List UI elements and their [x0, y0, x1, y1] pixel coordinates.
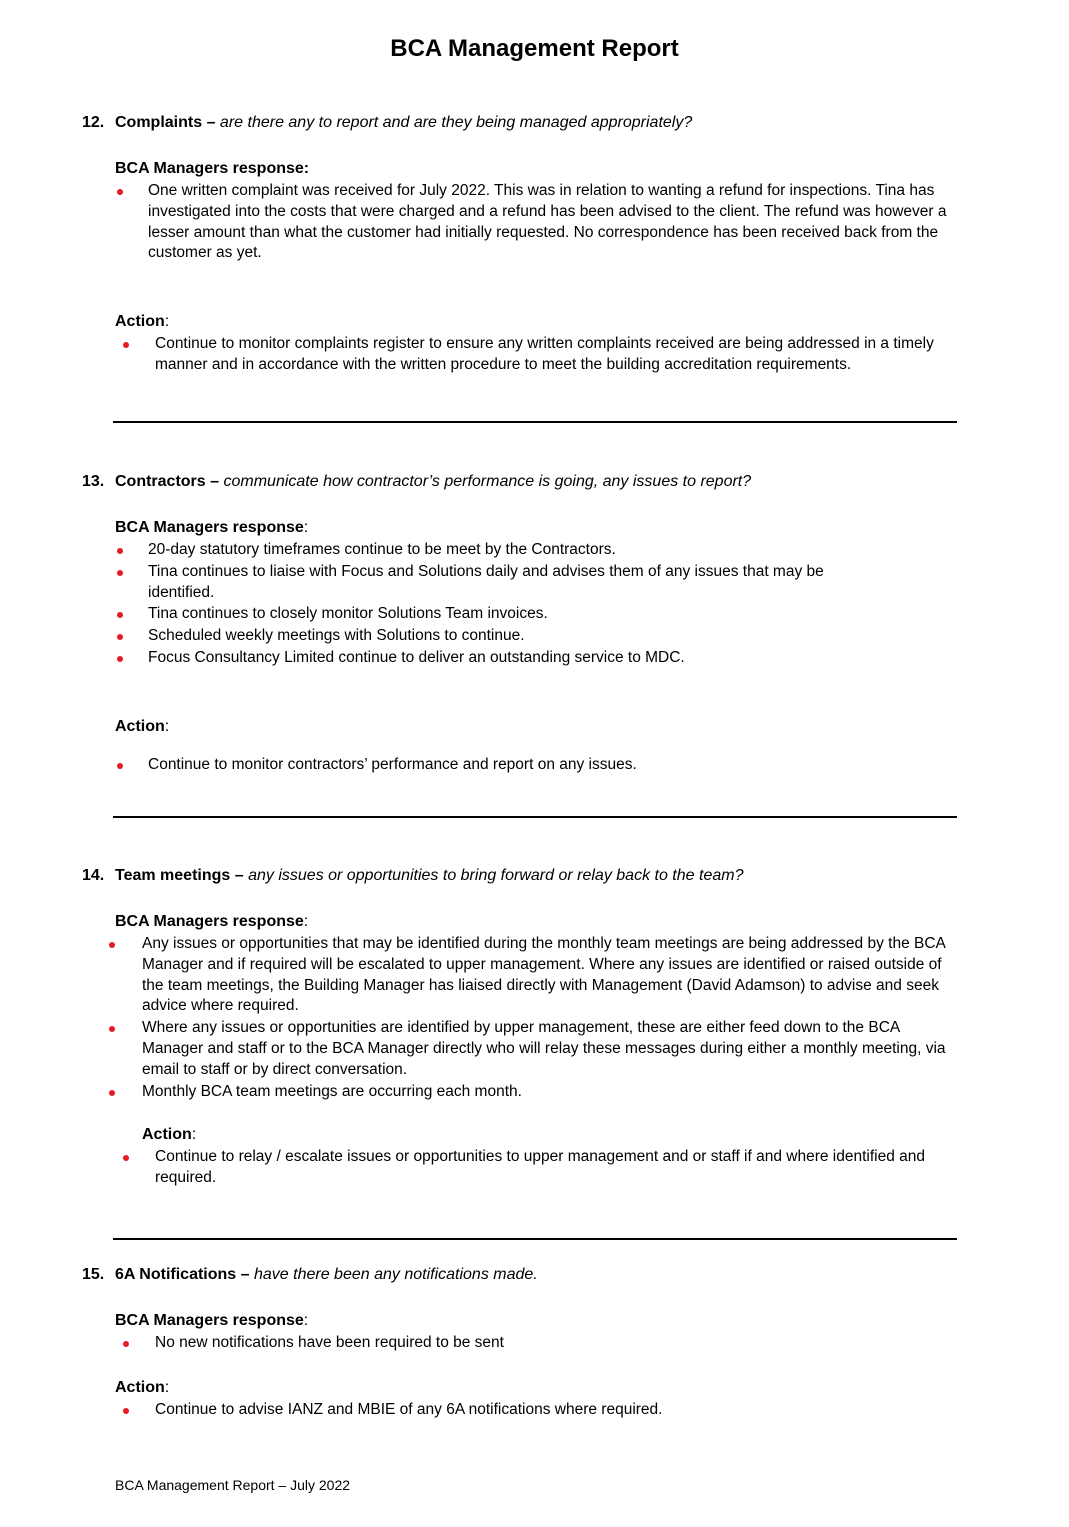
list-item: Continue to advise IANZ and MBIE of any 6A notifications where required. — [155, 1400, 945, 1421]
action-list — [155, 1400, 945, 1422]
list-item: Any issues or opportunities that may be identified during the monthly team meetings are being addressed by the BCA Manager and if required will be escalated to upper management. Where any issues are identified or raised outside of the team meetings, the Building Manager has liaised directly with Management (David Adamson) to advise and seek advice where required. — [142, 934, 954, 1017]
section-question: are there any to report and are they being managed appropriately? — [219, 114, 693, 131]
list-item: Scheduled weekly meetings with Solutions to continue. — [148, 626, 888, 647]
bullet-icon — [117, 570, 123, 576]
action-label: Action: — [115, 1379, 170, 1396]
action-list — [155, 334, 955, 377]
section-question: have there been any notifications made. — [254, 1266, 538, 1283]
section-title: 6A Notifications – — [115, 1266, 250, 1283]
list-item: Monthly BCA team meetings are occurring each month. — [142, 1082, 954, 1103]
list-item: Continue to relay / escalate issues or opportunities to upper management and or staff if and where identified and required. — [155, 1147, 957, 1189]
bullet-icon — [109, 942, 115, 948]
section-question: any issues or opportunities to bring forward or relay back to the team? — [248, 867, 744, 884]
action-list — [148, 755, 948, 777]
response-label: BCA Managers response: — [115, 913, 309, 930]
list-item: One written complaint was received for July 2022. This was in relation to wanting a refund for inspections. Tina has investigated into the costs that were charged and a refund has been advised to the client. The refund was however a lesser amount than what the customer had initially requested. No correspondence has been received back from the customer as yet. — [148, 181, 958, 264]
action-label: Action: — [142, 1126, 197, 1143]
section-number: 14. — [82, 867, 105, 884]
section-number: 15. — [82, 1266, 105, 1283]
bullet-icon — [117, 656, 123, 662]
section-title: Contractors – — [115, 473, 220, 490]
bullet-icon — [109, 1026, 115, 1032]
bullet-icon — [123, 1341, 129, 1347]
list-item: Continue to monitor complaints register to ensure any written complaints received are being addressed in a timely manner and in accordance with the written procedure to meet the building accreditation requirements. — [155, 334, 955, 376]
section-heading — [82, 113, 692, 133]
list-item: Where any issues or opportunities are identified by upper management, these are either feed down to the BCA Manager and staff or to the BCA Manager directly who will relay these messages during either a monthly meeting, via email to staff or by direct conversation. — [142, 1018, 954, 1080]
bullet-icon — [117, 634, 123, 640]
page-footer: BCA Management Report – July 2022 — [115, 1477, 351, 1493]
bullet-icon — [123, 1408, 129, 1414]
response-label: BCA Managers response: — [115, 160, 310, 177]
action-label: Action: — [115, 718, 170, 735]
list-item: 20-day statutory timeframes continue to be meet by the Contractors. — [148, 540, 888, 561]
section-heading — [82, 1265, 538, 1285]
section-divider — [113, 1238, 957, 1240]
bullet-icon — [109, 1090, 115, 1096]
section-title: Team meetings – — [115, 867, 244, 884]
section-number: 13. — [82, 473, 105, 490]
section-divider — [113, 816, 957, 818]
section-question: communicate how contractor’s performance is going, any issues to report? — [223, 473, 752, 490]
bullet-icon — [117, 189, 123, 195]
response-label: BCA Managers response: — [115, 1312, 309, 1329]
list-item: Tina continues to closely monitor Solutions Team invoices. — [148, 604, 888, 625]
list-item: No new notifications have been required to be sent — [155, 1333, 945, 1354]
bullet-icon — [123, 342, 129, 348]
response-list — [148, 540, 888, 670]
bullet-icon — [123, 1155, 129, 1161]
section-title: Complaints – — [115, 114, 216, 131]
bullet-icon — [117, 763, 123, 769]
list-item: Continue to monitor contractors’ performance and report on any issues. — [148, 755, 948, 776]
list-item: Focus Consultancy Limited continue to deliver an outstanding service to MDC. — [148, 648, 888, 669]
section-divider — [113, 421, 957, 423]
document-title: BCA Management Report — [390, 35, 679, 62]
list-item: Tina continues to liaise with Focus and Solutions daily and advises them of any issues that may be identified. — [148, 562, 888, 604]
response-list — [155, 1333, 945, 1355]
action-list — [155, 1147, 957, 1190]
section-heading — [82, 866, 743, 886]
response-list — [148, 181, 958, 265]
action-label: Action: — [115, 313, 170, 330]
response-label: BCA Managers response: — [115, 519, 309, 536]
response-list — [142, 934, 954, 1103]
bullet-icon — [117, 612, 123, 618]
section-number: 12. — [82, 114, 105, 131]
bullet-icon — [117, 548, 123, 554]
section-heading — [82, 472, 751, 492]
